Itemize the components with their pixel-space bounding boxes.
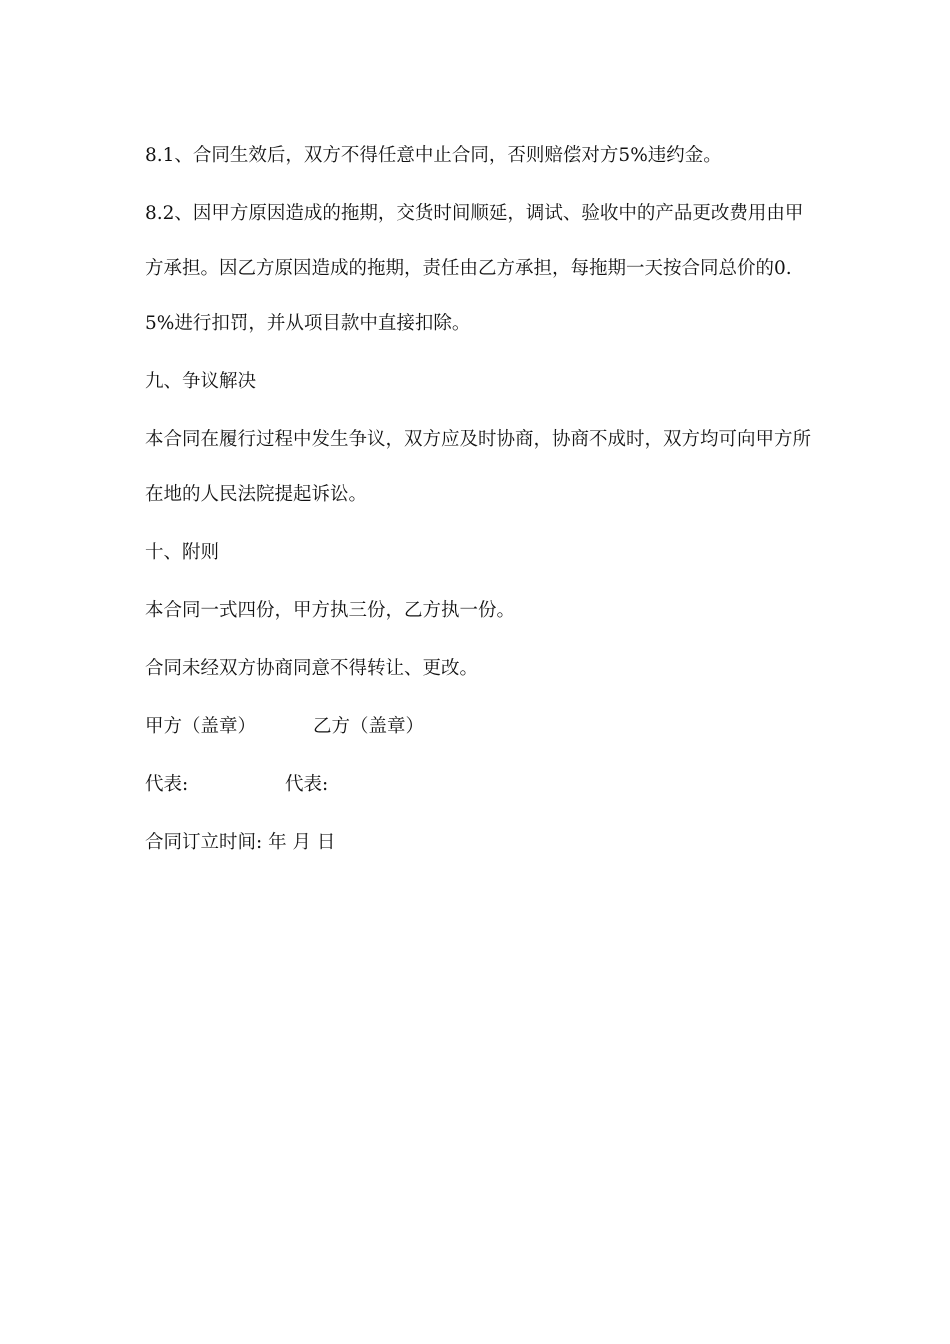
party-b-representative: 代表: bbox=[285, 774, 329, 795]
clause-8-1: 8.1、合同生效后，双方不得任意中止合同，否则赔偿对方5%违约金。 bbox=[145, 145, 722, 166]
date-value: 年 月 日 bbox=[268, 832, 336, 853]
party-a-seal: 甲方（盖章） bbox=[145, 716, 257, 737]
section-9-title: 九、争议解决 bbox=[145, 371, 257, 392]
section-9-text: 本合同在履行过程中发生争议，双方应及时协商，协商不成时，双方均可向甲方所在地的人民法院提起诉讼。 bbox=[145, 429, 812, 505]
representative-row bbox=[145, 757, 815, 812]
section-10-line2: 合同未经双方协商同意不得转让、更改。 bbox=[145, 658, 479, 679]
date-label: 合同订立时间: bbox=[145, 832, 263, 853]
clause-8-2: 8.2、因甲方原因造成的拖期，交货时间顺延，调试、验收中的产品更改费用由甲方承担。因乙方原因造成的拖期，责任由乙方承担，每拖期一天按合同总价的0.5%进行扣罚，并从项目款中直接扣除。 bbox=[145, 203, 804, 334]
seal-row bbox=[145, 699, 815, 754]
party-a-representative: 代表: bbox=[145, 774, 189, 795]
date-row bbox=[145, 815, 815, 870]
contract-body bbox=[145, 128, 815, 870]
section-10-title: 十、附则 bbox=[145, 542, 220, 563]
party-b-seal: 乙方（盖章） bbox=[313, 716, 425, 737]
section-10-line1: 本合同一式四份，甲方执三份，乙方执一份。 bbox=[145, 600, 516, 621]
